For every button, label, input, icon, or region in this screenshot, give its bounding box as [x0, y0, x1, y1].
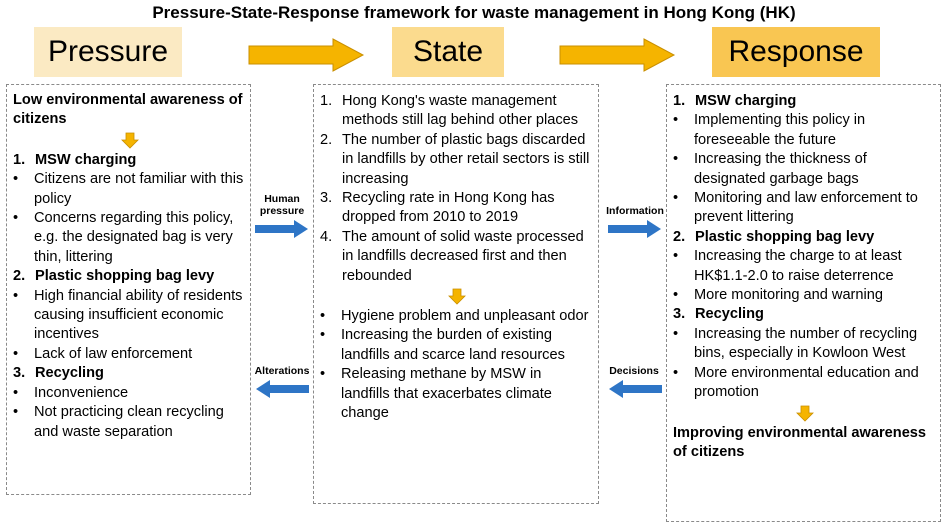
- information-label: Information: [606, 205, 664, 217]
- down-arrow-icon: [13, 130, 246, 151]
- list-item: • More monitoring and warning: [673, 287, 884, 304]
- list-item: • Concerns regarding this policy, e.g. the designated bag is very thin, littering: [13, 210, 234, 265]
- pressure-box: [6, 84, 251, 495]
- down-arrow-icon: [673, 403, 936, 424]
- state-item-4: 4. The amount of solid waste processed in landfills decreased first and then rebounded: [320, 228, 584, 284]
- list-item: • More environmental education and promotion: [673, 364, 919, 401]
- pressure-section-1: 1. MSW charging: [13, 151, 137, 168]
- pressure-intro: Low environmental awareness of citizens: [13, 92, 243, 128]
- right-arrow-icon: [254, 219, 310, 239]
- left-arrow-icon: [254, 379, 310, 399]
- pressure-section-2: 2. Plastic shopping bag levy: [13, 268, 215, 285]
- diagram-title: Pressure-State-Response framework for waste management in Hong Kong (HK): [152, 3, 796, 22]
- pressure-to-state-arrow: [247, 38, 365, 72]
- list-item: • Releasing methane by MSW in landfills that exacerbates climate change: [320, 366, 552, 422]
- list-item: • Citizens are not familiar with this policy: [13, 171, 244, 207]
- list-item: • Increasing the burden of existing landfills and scarce land resources: [320, 327, 565, 363]
- list-item: • Increasing the thickness of designated garbage bags: [673, 151, 867, 187]
- pressure-section-3: 3. Recycling: [13, 365, 104, 382]
- list-item: • Hygiene problem and unpleasant odor: [320, 308, 589, 325]
- response-section-3: 3. Recycling: [673, 306, 764, 323]
- response-section-1: 1. MSW charging: [673, 93, 797, 109]
- down-arrow-icon: [320, 286, 594, 307]
- state-item-1: 1. Hong Kong's waste management methods still lag behind other places: [320, 93, 579, 129]
- response-outro: Improving environmental awareness of citizens: [673, 424, 927, 460]
- response-section-2: 2. Plastic shopping bag levy: [673, 228, 875, 245]
- left-arrow-icon: [607, 379, 663, 399]
- state-to-response-arrow: [558, 38, 676, 72]
- list-item: • Increasing the charge to at least HK$1.1-2.0 to raise deterrence: [673, 248, 902, 284]
- list-item: • Not practicing clean recycling and waste separation: [13, 404, 224, 440]
- list-item: • Increasing the number of recycling bins, especially in Kowloon West: [673, 325, 918, 362]
- state-item-3: 3. Recycling rate in Hong Kong has dropped from 2010 to 2019: [320, 190, 555, 226]
- list-item: • Inconvenience: [13, 384, 129, 401]
- response-header: Response: [712, 27, 880, 77]
- list-item: • Implementing this policy in foreseeable the future: [673, 112, 866, 148]
- right-arrow-icon: [607, 219, 663, 239]
- state-header: State: [392, 27, 504, 77]
- alterations-label: Alterations: [254, 365, 310, 377]
- list-item: • High financial ability of residents causing insufficient economic incentives: [13, 287, 243, 343]
- list-item: • Monitoring and law enforcement to prevent littering: [673, 190, 918, 226]
- human-pressure-label: Human pressure: [259, 193, 305, 217]
- response-box: [666, 84, 941, 522]
- pressure-header: Pressure: [34, 27, 182, 77]
- decisions-label: Decisions: [609, 365, 659, 377]
- list-item: • Lack of law enforcement: [13, 345, 193, 362]
- state-box: [313, 84, 599, 504]
- state-item-2: 2. The number of plastic bags discarded in landfills by other retail sectors is still increasing: [320, 131, 590, 187]
